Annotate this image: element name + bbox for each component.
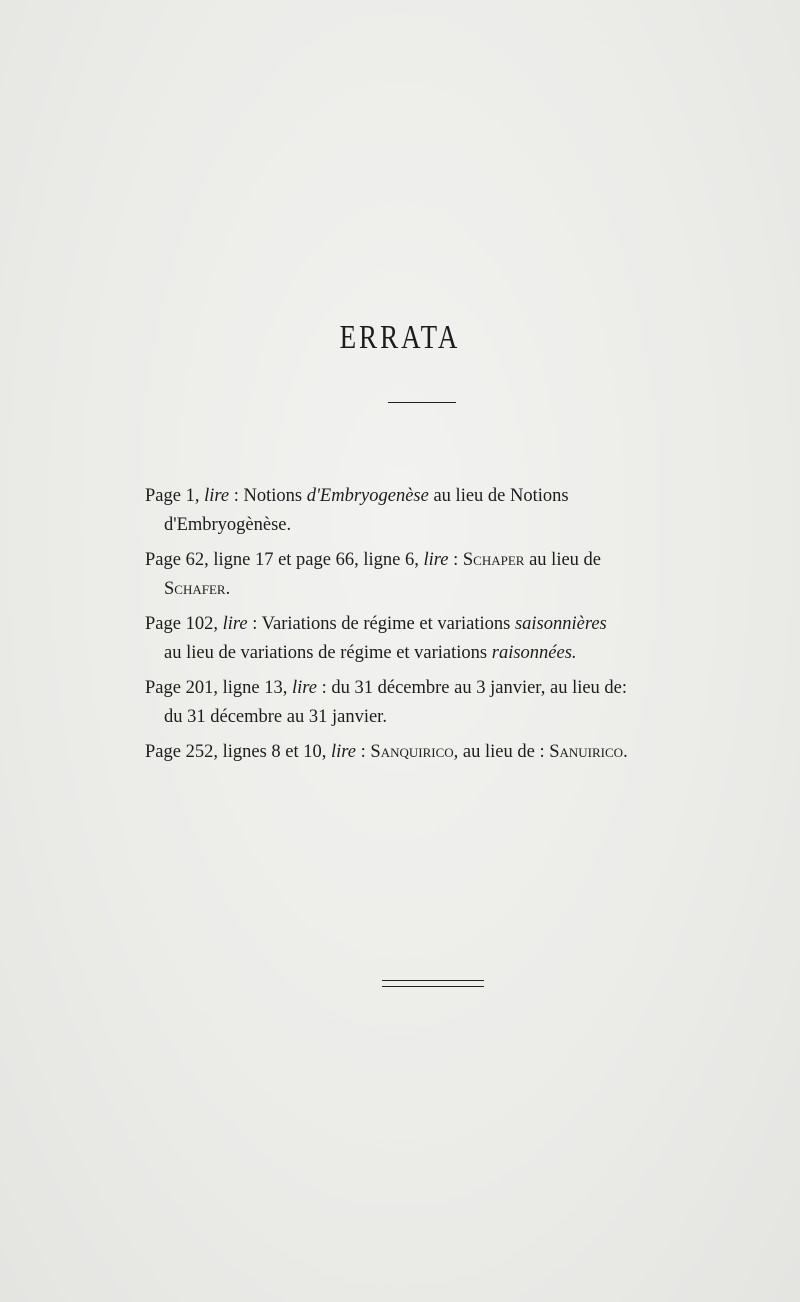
- correction-text: Notions: [243, 486, 303, 506]
- correction-text: Variations de régime et variations: [261, 614, 511, 634]
- errata-entry: [145, 674, 715, 732]
- page-ref: 102,: [185, 614, 218, 634]
- continuation-emphasis: raisonnées.: [491, 643, 577, 663]
- page-label: Page: [145, 550, 181, 570]
- correction-text: du 31 décembre au 3 janvier, au lieu de:: [331, 678, 628, 698]
- period: .: [225, 579, 231, 599]
- lire-word: lire: [222, 614, 248, 634]
- author-name-wrong: Sanuirico: [549, 742, 624, 762]
- lire-word: lire: [331, 742, 357, 762]
- correction-text: au lieu de: [529, 550, 602, 570]
- correction-emphasis: d'Embryogenèse: [306, 486, 429, 506]
- author-name: Sanquirico: [370, 742, 454, 762]
- continuation-line: au lieu de variations de régime et variations: [164, 643, 488, 663]
- correction-text-2: au lieu de Notions: [433, 486, 569, 506]
- page-ref: 201, ligne 13,: [185, 678, 288, 698]
- colon: :: [453, 550, 459, 570]
- page-title: ERRATA: [339, 318, 461, 356]
- colon: :: [360, 742, 366, 762]
- colon: :: [321, 678, 327, 698]
- title-rule: [388, 402, 456, 403]
- page-ref: 252, lignes 8 et 10,: [185, 742, 327, 762]
- closing-double-rule: [382, 980, 484, 987]
- page-ref: 62, ligne 17 et page 66, ligne 6,: [185, 550, 419, 570]
- author-name: Schaper: [462, 550, 525, 570]
- colon: :: [252, 614, 258, 634]
- colon: :: [233, 486, 239, 506]
- correction-text: , au lieu de :: [453, 742, 545, 762]
- page-label: Page: [145, 614, 181, 634]
- errata-entry: [145, 482, 715, 540]
- lire-word: lire: [423, 550, 449, 570]
- period: .: [623, 742, 628, 762]
- errata-list: [145, 482, 715, 773]
- errata-entry: [145, 738, 715, 767]
- correction-emphasis: saisonnières: [514, 614, 607, 634]
- lire-word: lire: [291, 678, 317, 698]
- continuation-line: d'Embryogènèse.: [164, 515, 292, 535]
- continuation-line: du 31 décembre au 31 janvier.: [164, 707, 387, 727]
- errata-entry: [145, 546, 715, 604]
- page-label: Page: [145, 742, 181, 762]
- page-label: Page: [145, 486, 181, 506]
- lire-word: lire: [204, 486, 230, 506]
- errata-entry: [145, 610, 715, 668]
- page-ref: 1,: [185, 486, 200, 506]
- page-label: Page: [145, 678, 181, 698]
- author-name-wrong: Schafer: [164, 579, 226, 599]
